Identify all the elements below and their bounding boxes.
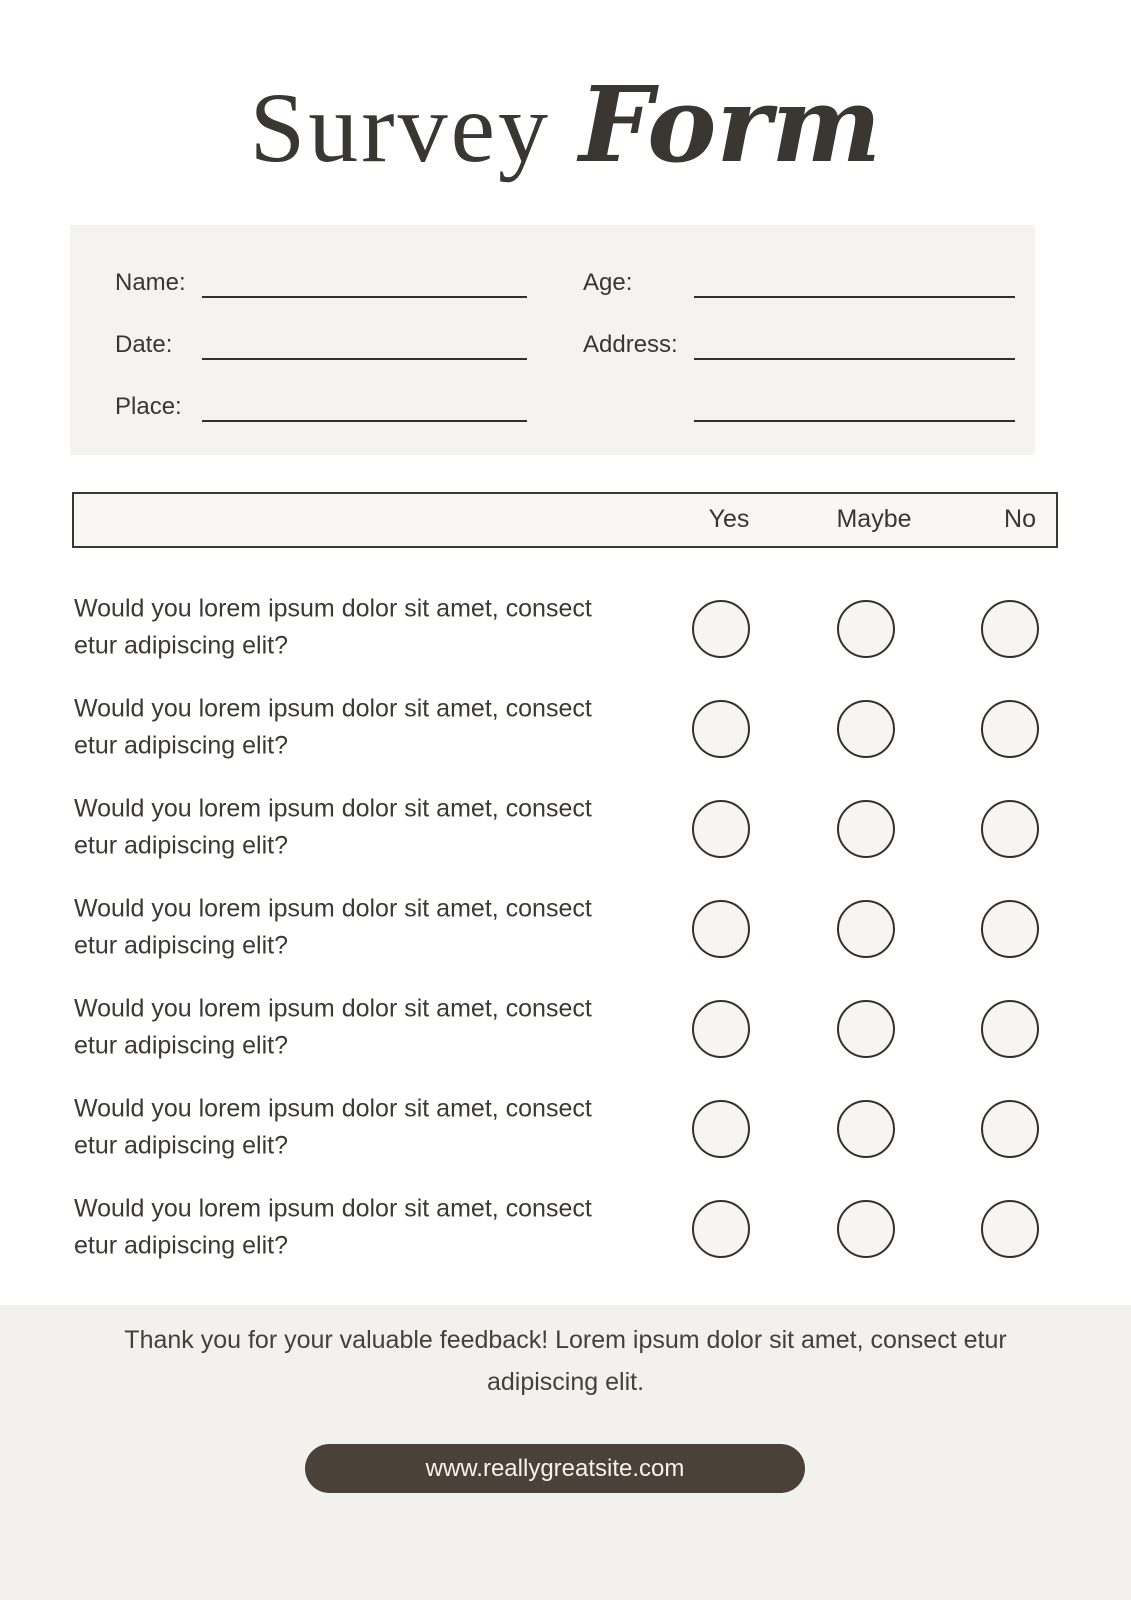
website-pill-button[interactable]: www.reallygreatsite.com bbox=[305, 1444, 805, 1493]
info-field-name bbox=[115, 236, 527, 298]
page-title bbox=[0, 63, 1131, 187]
footer-section bbox=[0, 1305, 1131, 1600]
answer-circle-yes[interactable] bbox=[692, 1100, 750, 1158]
field-label: Address: bbox=[583, 331, 678, 358]
option-header-yes: Yes bbox=[708, 505, 750, 533]
field-label: Age: bbox=[583, 269, 633, 296]
answer-circle-no[interactable] bbox=[981, 1000, 1039, 1058]
question-text: Would you lorem ipsum dolor sit amet, consect etur adipiscing elit? bbox=[74, 694, 592, 760]
answer-circle-yes[interactable] bbox=[692, 600, 750, 658]
personal-info-section bbox=[70, 225, 1035, 455]
answer-circle-yes[interactable] bbox=[692, 1200, 750, 1258]
answer-circle-maybe[interactable] bbox=[837, 600, 895, 658]
question-row bbox=[74, 1179, 1064, 1279]
field-label: Name: bbox=[115, 269, 186, 296]
question-row bbox=[74, 579, 1064, 679]
info-field-blank bbox=[583, 360, 1015, 422]
field-underline[interactable] bbox=[202, 256, 527, 298]
field-underline[interactable] bbox=[694, 380, 1015, 422]
questions-list bbox=[74, 579, 1064, 1279]
answer-circle-no[interactable] bbox=[981, 1200, 1039, 1258]
answer-circle-no[interactable] bbox=[981, 800, 1039, 858]
personal-info-grid bbox=[115, 236, 1015, 422]
options-header-bar bbox=[72, 492, 1058, 548]
field-underline[interactable] bbox=[694, 318, 1015, 360]
answer-circle-no[interactable] bbox=[981, 700, 1039, 758]
answer-circle-yes[interactable] bbox=[692, 1000, 750, 1058]
answer-circle-maybe[interactable] bbox=[837, 800, 895, 858]
field-label: Date: bbox=[115, 331, 173, 358]
answer-circle-yes[interactable] bbox=[692, 900, 750, 958]
title-word-form: Form bbox=[578, 63, 882, 187]
question-row bbox=[74, 879, 1064, 979]
question-text: Would you lorem ipsum dolor sit amet, consect etur adipiscing elit? bbox=[74, 1094, 592, 1160]
field-underline[interactable] bbox=[694, 256, 1015, 298]
question-text: Would you lorem ipsum dolor sit amet, consect etur adipiscing elit? bbox=[74, 1194, 592, 1260]
question-row bbox=[74, 979, 1064, 1079]
question-row bbox=[74, 679, 1064, 779]
title-word-survey: Survey bbox=[249, 72, 551, 184]
option-header-no: No bbox=[1004, 505, 1036, 533]
answer-circle-yes[interactable] bbox=[692, 800, 750, 858]
answer-circle-maybe[interactable] bbox=[837, 1200, 895, 1258]
info-field-place bbox=[115, 360, 527, 422]
question-text: Would you lorem ipsum dolor sit amet, consect etur adipiscing elit? bbox=[74, 794, 592, 860]
info-field-address bbox=[583, 298, 1015, 360]
answer-circle-maybe[interactable] bbox=[837, 1100, 895, 1158]
field-underline[interactable] bbox=[202, 318, 527, 360]
answer-circle-maybe[interactable] bbox=[837, 1000, 895, 1058]
info-field-date bbox=[115, 298, 527, 360]
answer-circle-maybe[interactable] bbox=[837, 900, 895, 958]
answer-circle-no[interactable] bbox=[981, 1100, 1039, 1158]
question-text: Would you lorem ipsum dolor sit amet, consect etur adipiscing elit? bbox=[74, 894, 592, 960]
answer-circle-yes[interactable] bbox=[692, 700, 750, 758]
field-label: Place: bbox=[115, 393, 182, 420]
question-row bbox=[74, 779, 1064, 879]
thank-you-text: Thank you for your valuable feedback! Lorem ipsum dolor sit amet, consect etur adipiscing elit. bbox=[124, 1326, 1007, 1396]
answer-circle-maybe[interactable] bbox=[837, 700, 895, 758]
answer-circle-no[interactable] bbox=[981, 600, 1039, 658]
question-text: Would you lorem ipsum dolor sit amet, consect etur adipiscing elit? bbox=[74, 994, 592, 1060]
field-underline[interactable] bbox=[202, 380, 527, 422]
answer-circle-no[interactable] bbox=[981, 900, 1039, 958]
question-row bbox=[74, 1079, 1064, 1179]
question-text: Would you lorem ipsum dolor sit amet, consect etur adipiscing elit? bbox=[74, 594, 592, 660]
info-field-age bbox=[583, 236, 1015, 298]
option-header-maybe: Maybe bbox=[836, 505, 912, 533]
